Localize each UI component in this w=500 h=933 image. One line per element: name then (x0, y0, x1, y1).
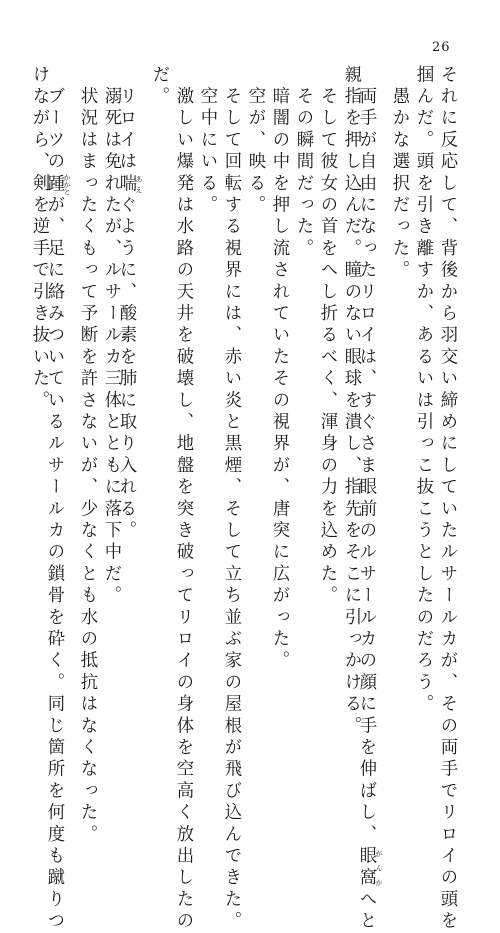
line-17-part-1: ブーツの (44, 65, 64, 174)
text-line-6: そして彼女の首をへし折るべく、渾身の力を込めた。 (317, 65, 337, 608)
text-line-9: 空が、映る。 (245, 65, 265, 217)
text-line-18: けながら、剣を逆手で引き抜いた。 (29, 65, 49, 413)
ruby-gankan: 眼窩 がんか (356, 846, 383, 890)
text-line-1: それに反応して、背後から羽交い締めにしていたルサールカが、その両手でリロイの頭を (437, 65, 457, 933)
text-line-15: 溺死は免れたが、ルサールカ三体とともに落下中だ。 (101, 65, 121, 608)
line-4-part-1: 両手が自由になったリロイは、すぐさま眼前のルサールカの顔に手を伸ばし、 (356, 65, 376, 847)
text-line-12: 激しい爆発は水路の天井を破壊し、地盤を突き破ってリロイの身体を空高く放出したの (173, 65, 193, 933)
line-14-part-2: ぐように、酸素を肺に取り入れる。 (116, 195, 136, 543)
text-line-16: 状況はまったくもって予断を許さないが、少なくとも水の抵抗はなくなった。 (77, 65, 97, 847)
ruby-aegu: 喘 あえ (116, 173, 143, 196)
text-line-13: だ。 (149, 65, 169, 109)
line-4-part-2: へと (356, 889, 376, 933)
ruby-kakato: 踵 かかと (44, 173, 71, 196)
page-number: 26 (432, 40, 451, 55)
line-14-part-1: リロイは (116, 65, 136, 174)
line-17-part-2: が、足に絡みついているルサールカの鎖骨を砕く。同じ箇所を何度も蹴りつ (44, 195, 64, 933)
text-line-8: 暗闇の中を押し流されていたその視界が、唐突に広がった。 (269, 65, 289, 673)
text-line-2: 掴んだ。頭を引き離すか、あるいは引っこ抜こうとしたのだろう。 (413, 65, 433, 716)
text-line-7: その瞬間だった。 (293, 65, 313, 261)
text-line-3: 愚かな選択だった。 (389, 65, 409, 282)
text-line-10: そして回転する視界には、赤い炎と黒煙、そして立ち並ぶ家の屋根が飛び込んできた。 (221, 65, 241, 933)
text-line-11: 空中にいる。 (197, 65, 217, 217)
text-line-5: 親指を押し込んだ。瞳のない眼球を潰し、指先をそこに引っかける。 (341, 65, 361, 738)
